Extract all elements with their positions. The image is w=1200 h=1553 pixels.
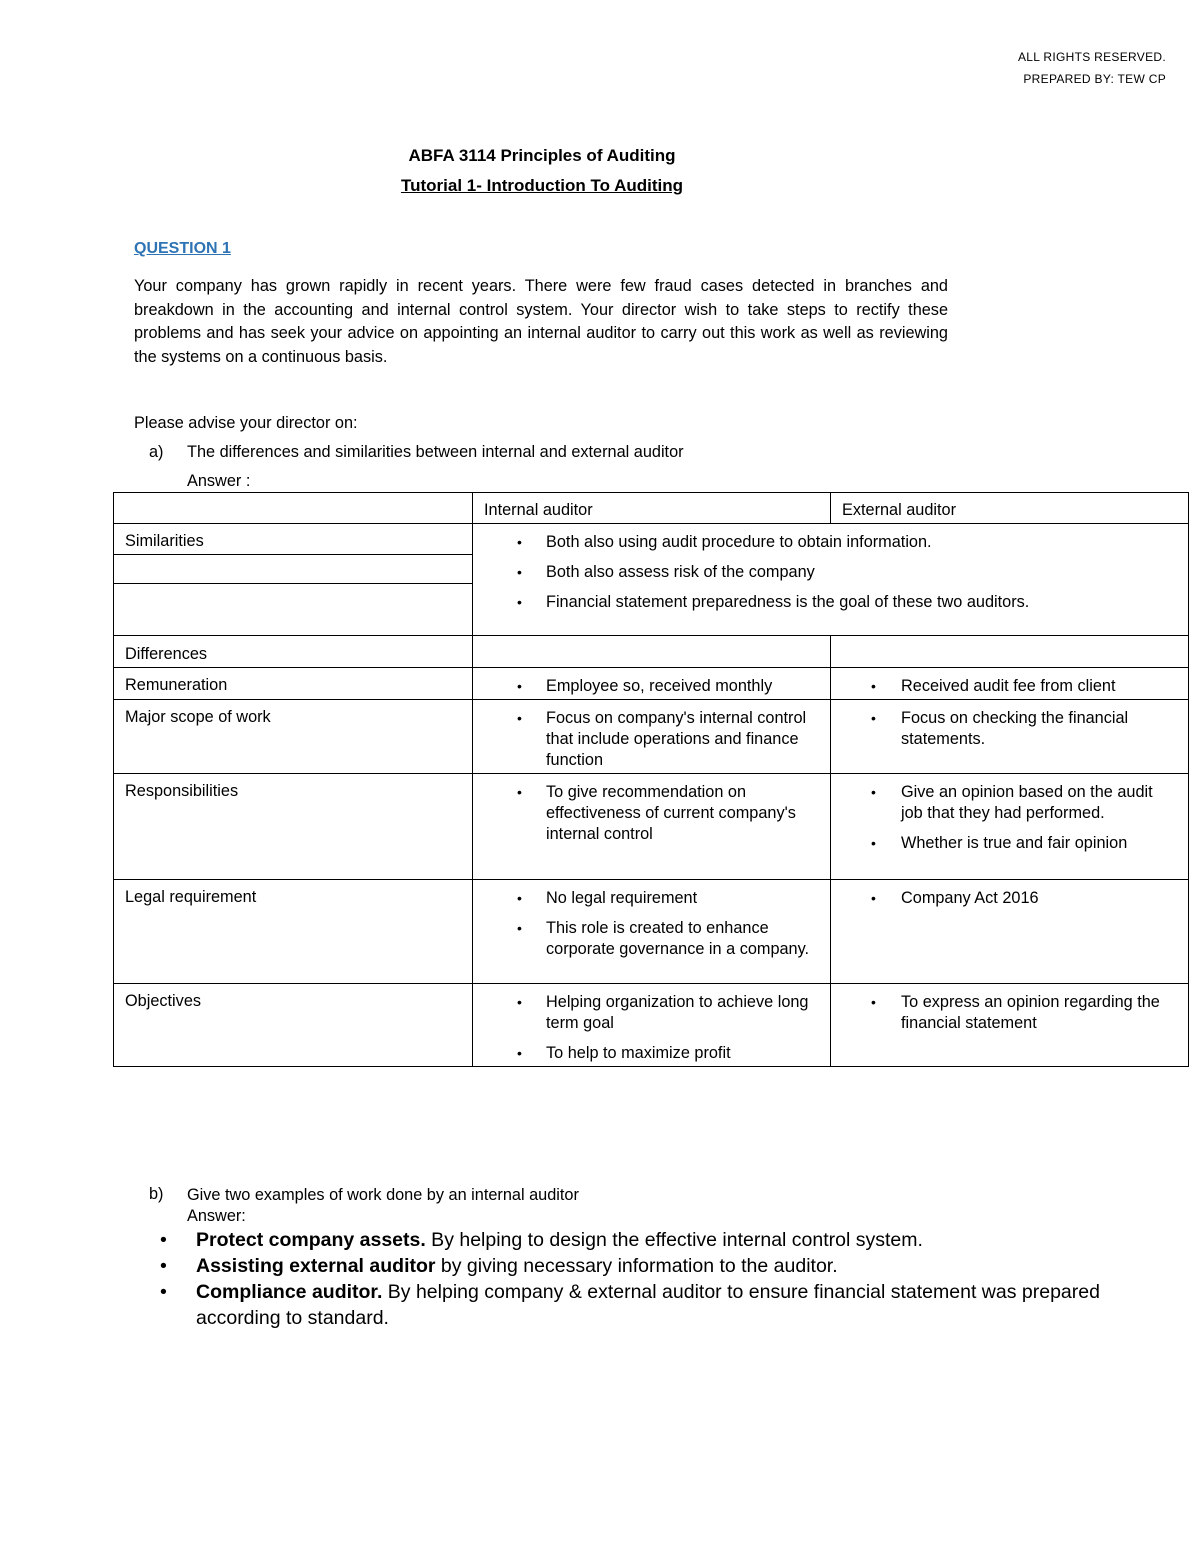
part-b-question-text: Give two examples of work done by an internal auditor [187,1186,579,1204]
question-body: Your company has grown rapidly in recent years. There were few fraud cases detected in branches and breakdown in the accounting and internal control system. Your director wish to take steps to rectify these problems and has seek your advice on appointing an internal auditor to carry out this work as well as reviewing the systems on a continuous basis. [134,277,948,366]
table-row [114,636,1189,668]
row-label: Major scope of work [114,700,473,774]
part-b-answers [150,1227,1130,1331]
list-item: • This role is created to enhance corporate governance in a company. [475,918,820,960]
table-header-row [114,493,1189,524]
list-item: • No legal requirement [475,888,820,909]
list-item: • To express an opinion regarding the financial statement [831,992,1178,1034]
internal-bullet-list [475,676,820,697]
empty-cell [114,584,473,636]
external-auditor-cell [831,700,1189,774]
list-item: • Received audit fee from client [831,676,1178,697]
header-external-auditor: External auditor [831,493,1189,524]
list-item: • Whether is true and fair opinion [831,833,1178,854]
comparison-table [113,492,1189,1067]
list-item: • Helping organization to achieve long term goal [475,992,820,1034]
header-empty-cell [114,493,473,524]
internal-bullet-list [475,708,820,771]
list-item: • Focus on checking the financial statements. [831,708,1178,750]
table-row [114,774,1189,880]
answer-keyword: Assisting external auditor [196,1255,436,1277]
part-a-question: The differences and similarities between internal and external auditor [187,443,684,461]
internal-auditor-cell [473,668,831,700]
similarity-item: • Both also assess risk of the company [475,562,1178,583]
external-auditor-cell [831,984,1189,1067]
document-subtitle: Tutorial 1- Introduction To Auditing [400,176,684,195]
external-auditor-cell [831,880,1189,984]
empty-cell [114,555,473,584]
external-auditor-cell [831,774,1189,880]
internal-auditor-cell [473,774,831,880]
answer-item [150,1253,1130,1279]
part-b-marker: b) [149,1185,164,1203]
answer-item [150,1279,1130,1331]
internal-auditor-cell [473,700,831,774]
similarity-item: • Both also using audit procedure to obtain information. [475,532,1178,553]
page-header [1018,46,1166,90]
external-bullet-list [831,888,1178,909]
table-row [114,700,1189,774]
row-label: Remuneration [114,668,473,700]
document-title: ABFA 3114 Principles of Auditing [408,146,676,165]
similarities-content [473,524,1189,636]
answer-detail: By helping to design the effective internal control system. [425,1229,923,1251]
internal-auditor-cell [473,984,831,1067]
list-item: • To help to maximize profit [475,1043,820,1064]
external-bullet-list [831,992,1178,1034]
answer-keyword: Protect company assets. [196,1229,426,1251]
question-heading: QUESTION 1 [134,240,231,257]
list-item: • Give an opinion based on the audit job that they had performed. [831,782,1178,824]
similarities-list [475,532,1178,613]
header-internal-auditor: Internal auditor [473,493,831,524]
list-item: • Company Act 2016 [831,888,1178,909]
list-item: • To give recommendation on effectiveness of current company's internal control [475,782,820,845]
rights-notice: ALL RIGHTS RESERVED. [1017,50,1166,64]
part-a-marker: a) [149,443,164,461]
answer-detail: By helping company & external auditor to ensure financial statement was prepared according to standard. [196,1281,1100,1329]
row-label: Legal requirement [114,880,473,984]
empty-cell [473,636,831,668]
table-row [114,524,1189,555]
table-row [114,984,1189,1067]
answer-detail: by giving necessary information to the auditor. [435,1255,838,1277]
internal-bullet-list [475,992,820,1064]
table-row [114,668,1189,700]
internal-bullet-list [475,888,820,960]
external-bullet-list [831,782,1178,854]
row-label: Objectives [114,984,473,1067]
part-b-answer-label: Answer: [187,1207,246,1225]
internal-auditor-cell [473,880,831,984]
prepared-by: PREPARED BY: TEW CP [1023,72,1166,86]
internal-bullet-list [475,782,820,845]
similarities-label: Similarities [114,524,473,555]
answer-keyword: Compliance auditor. [196,1281,383,1303]
part-b-question [187,1185,579,1227]
answer-item [150,1227,1130,1253]
empty-cell [831,636,1189,668]
advise-prompt: Please advise your director on: [134,414,358,432]
part-a-answer-label: Answer : [187,472,251,490]
table-row [114,880,1189,984]
differences-label: Differences [114,636,473,668]
row-label: Responsibilities [114,774,473,880]
similarity-item: • Financial statement preparedness is the goal of these two auditors. [475,592,1178,613]
external-bullet-list [831,676,1178,697]
list-item: • Employee so, received monthly [475,676,820,697]
external-bullet-list [831,708,1178,750]
list-item: • Focus on company's internal control that include operations and finance function [475,708,820,771]
external-auditor-cell [831,668,1189,700]
